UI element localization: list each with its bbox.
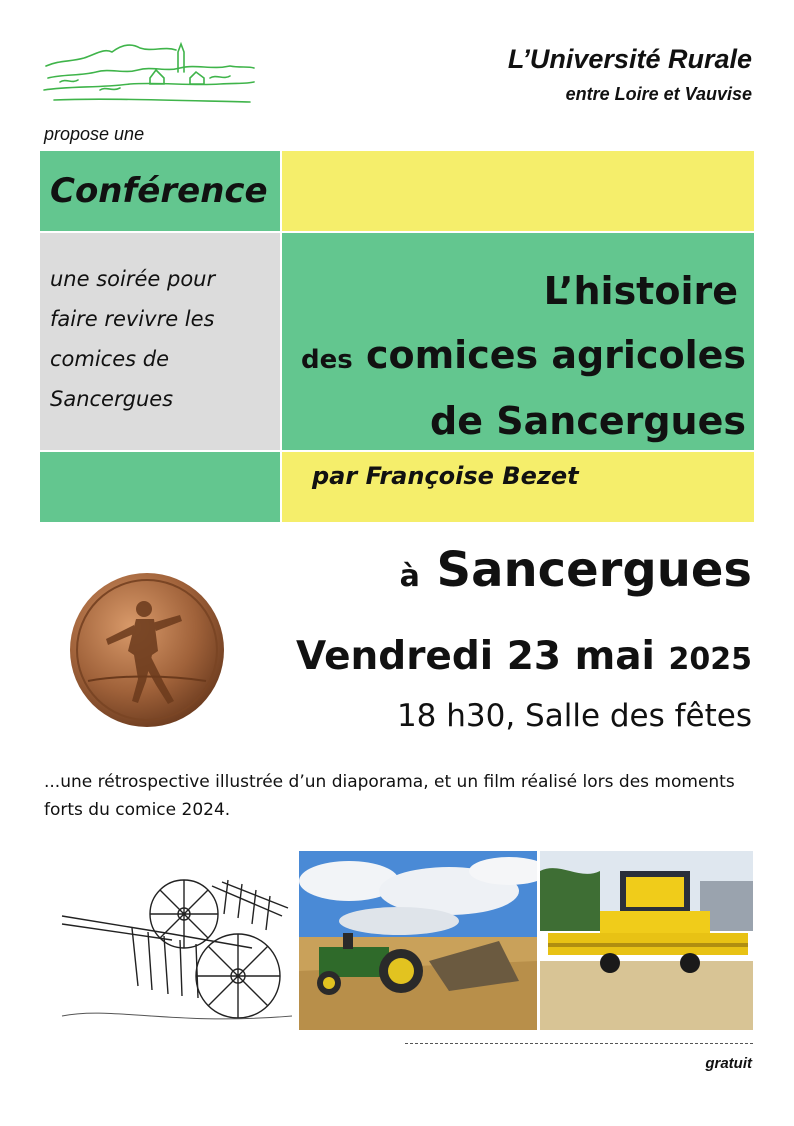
tractor-field-photo bbox=[299, 851, 537, 1030]
tagline-line: faire revivre les bbox=[50, 307, 215, 331]
speaker: par Françoise Bezet bbox=[282, 452, 754, 522]
title-line-2-main: comices agricoles bbox=[365, 333, 746, 377]
title-box bbox=[282, 233, 754, 450]
event-date bbox=[296, 634, 752, 679]
date-year: 2025 bbox=[668, 642, 752, 677]
location bbox=[400, 542, 752, 598]
title-line-2-prefix: des bbox=[300, 345, 353, 375]
tagline-line: Sancergues bbox=[50, 387, 174, 411]
bronze-medal-image bbox=[68, 571, 226, 729]
tagline-line: comices de bbox=[50, 347, 170, 371]
free-entry-label: gratuit bbox=[705, 1055, 752, 1072]
time-place: 18 h30, Salle des fêtes bbox=[396, 698, 752, 734]
date-main: Vendredi 23 mai bbox=[296, 634, 655, 679]
location-town: Sancergues bbox=[436, 542, 752, 598]
dotted-divider bbox=[405, 1043, 753, 1044]
yellow-block bbox=[282, 151, 754, 231]
village-sketch-logo bbox=[40, 38, 260, 110]
combine-harvester-photo bbox=[540, 851, 753, 1030]
title-line-1: L’histoire bbox=[543, 269, 738, 313]
tagline-box bbox=[40, 233, 280, 450]
intro-text: propose une bbox=[44, 124, 145, 144]
title-line-3: de Sancergues bbox=[430, 399, 746, 443]
tagline-line: une soirée pour bbox=[50, 267, 216, 291]
organization-name: L’Université Rurale bbox=[507, 44, 752, 74]
event-type: Conférence bbox=[40, 151, 280, 231]
organization-subtitle: entre Loire et Vauvise bbox=[565, 84, 752, 104]
location-prefix: à bbox=[399, 559, 420, 594]
title-line-2 bbox=[301, 333, 746, 377]
green-block bbox=[40, 452, 280, 522]
description: ...une rétrospective illustrée d’un diaporama, et un film réalisé lors des moments forts du comice 2024. bbox=[44, 772, 735, 820]
hay-rake-engraving-image bbox=[52, 856, 294, 1030]
